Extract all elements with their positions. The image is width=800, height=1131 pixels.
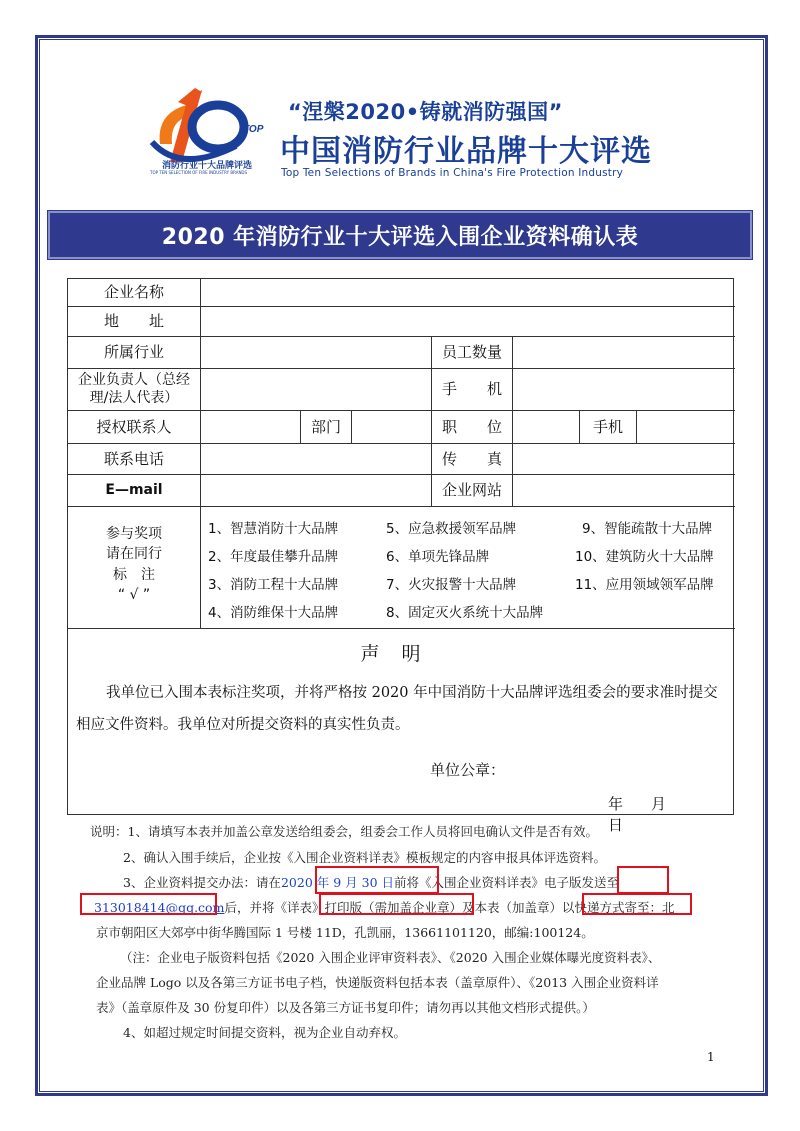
seal-label: 单位公章：	[430, 761, 506, 779]
input-leader[interactable]	[201, 369, 431, 410]
deadline: 2020 年 9 月 30 日	[280, 875, 395, 890]
award-option[interactable]: 1、智慧消防十大品牌	[208, 521, 339, 537]
input-position[interactable]	[513, 411, 579, 443]
logo-caption: 消防行业十大品牌评选	[162, 161, 253, 171]
award-option[interactable]: 5、应急救援领军品牌	[386, 521, 517, 537]
logo-caption-en: TOP TEN SELECTION OF FIRE INDUSTRY BRANDS	[150, 170, 248, 175]
label-contact: 授权联系人	[96, 417, 172, 436]
award-option[interactable]: 8、固定灭火系统十大品牌	[386, 605, 544, 621]
highlight-express	[582, 893, 692, 915]
label-leader: 企业负责人（总经理/法人代表）	[78, 372, 190, 406]
note-remark-2: 企业品牌 Logo 以及各第三方证书电子档，快递版资料包括本表（盖章原件）、《2013 入围企业资料详	[96, 975, 659, 990]
note-address: 京市朝阳区大郊亭中街华腾国际 1 号楼 11D，孔凯丽，13661101120，邮编:100124。	[96, 925, 594, 940]
award-option[interactable]: 9、智能疏散十大品牌	[582, 521, 713, 537]
note-3-cont: 313018414@qq.com后，并将《详表》打印版（需加盖企业章）及本表（加盖章）以快递方式寄至：北	[94, 900, 675, 915]
declaration-title: 声明	[360, 643, 443, 665]
award-option[interactable]: 3、消防工程十大品牌	[208, 577, 339, 593]
logo-top-text: TOP	[243, 124, 264, 135]
label-company-name: 企业名称	[103, 283, 164, 302]
input-phone[interactable]	[201, 444, 431, 474]
input-fax[interactable]	[513, 444, 735, 474]
label-staff-count: 员工数量	[441, 343, 502, 362]
label-position: 职 位	[441, 417, 502, 436]
highlight-print	[319, 893, 474, 915]
highlight-electronic	[617, 866, 669, 894]
awards-label: 参与奖项 请在同行 标 注 “ √ ”	[106, 526, 162, 603]
note-remark-1: （注：企业电子版资料包括《2020 入围企业评审资料表》、《2020 入围企业媒体曝光度资料表》、	[120, 950, 661, 965]
award-option[interactable]: 7、火灾报警十大品牌	[386, 577, 517, 593]
note-3: 3、企业资料提交办法：请在2020 年 9 月 30 日前将《入围企业资料详表》电子版发送至	[123, 875, 620, 890]
note-remark-3: 表》（盖章原件及 30 份复印件）以及各第三方证书复印件；请勿再以其他文档形式提供。）	[96, 1000, 595, 1015]
input-department[interactable]	[352, 411, 431, 443]
award-option[interactable]: 10、建筑防火十大品牌	[575, 549, 714, 565]
label-phone: 联系电话	[103, 449, 164, 468]
header-title: 中国消防行业品牌十大评选	[280, 134, 652, 169]
input-contact[interactable]	[201, 411, 300, 443]
form-title: 2020 年消防行业十大评选入围企业资料确认表	[161, 224, 639, 250]
label-department: 部门	[310, 417, 341, 436]
highlight-deadline	[315, 866, 439, 894]
label-fax: 传 真	[441, 449, 502, 468]
email-link[interactable]: 313018414@qq.com	[94, 900, 225, 915]
header-subtitle-en: Top Ten Selections of Brands in China's Fire Protection Industry	[281, 167, 623, 179]
declaration-body: 我单位已入围本表标注奖项，并将严格按 2020 年中国消防十大品牌评选组委会的要求准时提交相应文件资料。我单位对所提交资料的真实性负责。	[76, 685, 718, 733]
input-website[interactable]	[513, 475, 735, 506]
input-industry[interactable]	[201, 337, 431, 368]
form-title-banner	[48, 211, 752, 259]
input-company-name[interactable]	[201, 279, 735, 306]
input-mobile[interactable]	[513, 369, 735, 410]
input-mobile-2[interactable]	[637, 411, 735, 443]
note-2: 2、确认入围手续后，企业按《入围企业资料详表》模板规定的内容申报具体评选资料。	[123, 850, 606, 865]
label-address: 地 址	[103, 312, 164, 331]
award-option[interactable]: 4、消防维保十大品牌	[208, 605, 339, 621]
input-address[interactable]	[201, 307, 735, 336]
input-staff-count[interactable]	[513, 337, 735, 368]
note-1: 说明：1、请填写本表并加盖公章发送给组委会，组委会工作人员将回电确认文件是否有效。	[90, 824, 598, 839]
award-option[interactable]: 11、应用领域领军品牌	[575, 577, 714, 593]
label-email: E—mail	[105, 481, 163, 498]
slogan: “涅槃2020•铸就消防强国”	[288, 100, 563, 124]
award-option[interactable]: 6、单项先锋品牌	[386, 549, 490, 565]
page-number: 1	[707, 1050, 715, 1064]
highlight-email	[80, 893, 217, 915]
label-website: 企业网站	[441, 481, 502, 500]
note-4: 4、如超过规定时间提交资料，视为企业自动弃权。	[123, 1025, 406, 1040]
input-email[interactable]	[201, 475, 431, 506]
label-mobile-2: 手机	[592, 417, 623, 436]
award-option[interactable]: 2、年度最佳攀升品牌	[208, 549, 339, 565]
label-mobile: 手 机	[441, 380, 502, 399]
date-line: 年 月日	[608, 795, 667, 834]
label-industry: 所属行业	[103, 343, 164, 362]
